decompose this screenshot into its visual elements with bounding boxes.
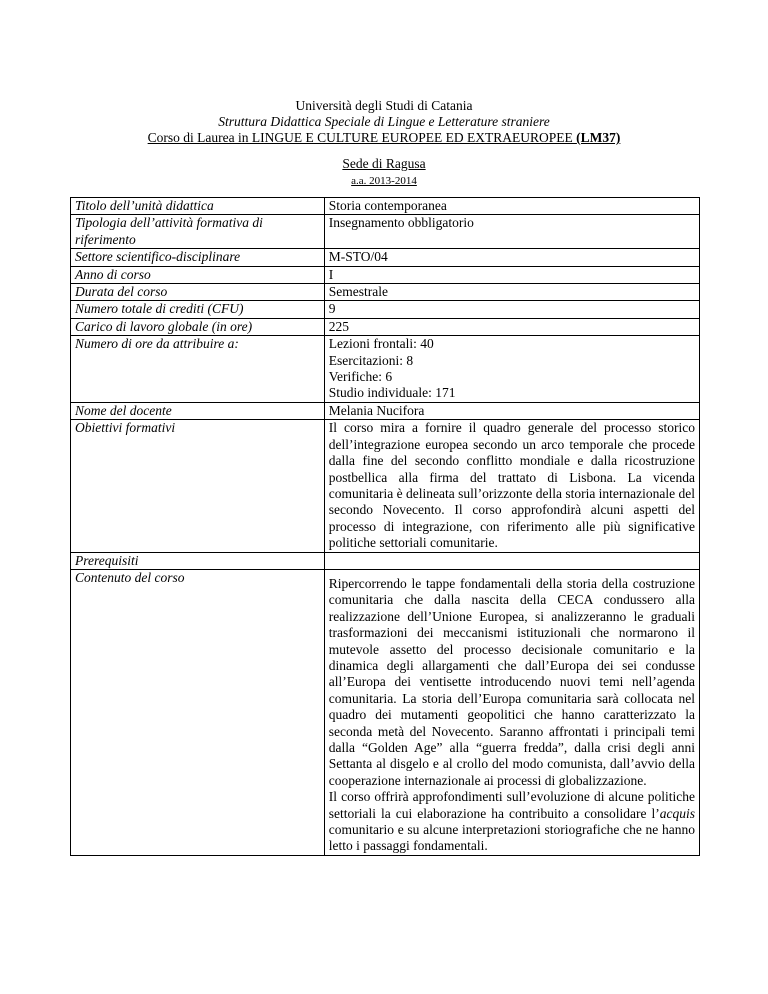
row-settore bbox=[71, 249, 700, 266]
contenuto-paragraph-2 bbox=[329, 789, 695, 855]
value-tipologia: Insegnamento obbligatorio bbox=[324, 215, 699, 249]
value-crediti: 9 bbox=[324, 301, 699, 318]
label-contenuto: Contenuto del corso bbox=[71, 569, 325, 855]
row-prerequisiti bbox=[71, 552, 700, 569]
label-crediti: Numero totale di crediti (CFU) bbox=[71, 301, 325, 318]
row-carico bbox=[71, 318, 700, 335]
ore-esercitazioni: Esercitazioni: 8 bbox=[328, 352, 414, 368]
value-durata: Semestrale bbox=[324, 284, 699, 301]
ore-verifiche: Verifiche: 6 bbox=[328, 369, 393, 385]
label-ore: Numero di ore da attribuire a: bbox=[71, 336, 325, 403]
row-anno bbox=[71, 266, 700, 283]
contenuto-p2-start: Il corso offrirà approfondimenti sull’evoluzione di alcune politiche settoriali la cui elaborazione ha contribuito a consolidare l’ bbox=[328, 789, 695, 821]
label-settore: Settore scientifico-disciplinare bbox=[71, 249, 325, 266]
label-tipologia: Tipologia dell’attività formativa di riferimento bbox=[71, 215, 325, 249]
row-docente bbox=[71, 402, 700, 419]
label-carico: Carico di lavoro globale (in ore) bbox=[71, 318, 325, 335]
document-header bbox=[0, 98, 768, 146]
value-docente: Melania Nucifora bbox=[324, 402, 699, 419]
academic-year: a.a. 2013-2014 bbox=[351, 175, 417, 187]
course-prefix: Corso di Laurea in LINGUE E CULTURE EUROPEE ED EXTRAEUROPEE bbox=[147, 130, 577, 145]
row-titolo bbox=[71, 198, 700, 215]
row-tipologia bbox=[71, 215, 700, 249]
value-anno: I bbox=[324, 266, 699, 283]
value-settore: M-STO/04 bbox=[324, 249, 699, 266]
value-contenuto bbox=[324, 569, 699, 855]
label-durata: Durata del corso bbox=[71, 284, 325, 301]
course-name bbox=[0, 130, 768, 146]
seat-name: Sede di Ragusa bbox=[342, 156, 426, 171]
row-contenuto bbox=[71, 569, 700, 855]
university-name: Università degli Studi di Catania bbox=[295, 98, 473, 113]
label-docente: Nome del docente bbox=[71, 402, 325, 419]
ore-lezioni: Lezioni frontali: 40 bbox=[328, 336, 434, 352]
row-obiettivi bbox=[71, 420, 700, 552]
label-titolo: Titolo dell’unità didattica bbox=[71, 198, 325, 215]
row-crediti bbox=[71, 301, 700, 318]
contenuto-p2-acquis: acquis bbox=[659, 805, 695, 821]
ore-studio: Studio individuale: 171 bbox=[328, 385, 456, 401]
course-info-table bbox=[70, 197, 700, 856]
label-anno: Anno di corso bbox=[71, 266, 325, 283]
row-durata bbox=[71, 284, 700, 301]
label-obiettivi: Obiettivi formativi bbox=[71, 420, 325, 552]
course-code: (LM37) bbox=[576, 130, 621, 145]
value-obiettivi: Il corso mira a fornire il quadro generale del processo storico dell’integrazione europea secondo un arco temporale che procede dalla fine del secondo conflitto mondiale e dalla ricostruzione postbellica alla firma del trattato di Lisbona. La vicenda comunitaria è delineata sull’orizzonte della storia internazionale del secondo Novecento. Il corso approfondirà alcuni aspetti del processo di integrazione, con riferimento alle più significative politiche settoriali comunitarie. bbox=[324, 420, 699, 552]
value-ore bbox=[324, 336, 699, 403]
value-prerequisiti bbox=[324, 552, 699, 569]
value-titolo: Storia contemporanea bbox=[324, 198, 699, 215]
contenuto-paragraph-1: Ripercorrendo le tappe fondamentali della storia della costruzione comunitaria che dalla nascita della CECA condussero alla realizzazione dell’Unione Europea, si analizzeranno le graduali trasformazioni dei meccanismi istituzionali che normarono il mutevole assetto del processo decisionale comunitario e la dinamica degli allargamenti che dall’Europa dei sei condusse all’Europa dei ventisette introducendo nuovi temi nell’agenda comunitaria. La storia dell’Europa comunitaria sarà collocata nel quadro dei mutamenti geopolitici che hanno caratterizzato la seconda metà del Novecento. Saranno affrontati i principali temi dalla “Golden Age” alla “guerra fredda”, dalla crisi degli anni Settanta al disgelo e al crollo del modo comunista, dall’avvio della cooperazione internazionale ai processi di globalizzazione. bbox=[328, 575, 695, 788]
structure-name: Struttura Didattica Speciale di Lingue e Letterature straniere bbox=[218, 114, 550, 129]
label-prerequisiti: Prerequisiti bbox=[71, 552, 325, 569]
contenuto-p2-end: comunitario e su alcune interpretazioni storiografiche che ne hanno letto i passaggi fondamentali. bbox=[328, 822, 695, 854]
value-carico: 225 bbox=[324, 318, 699, 335]
row-ore bbox=[71, 336, 700, 403]
